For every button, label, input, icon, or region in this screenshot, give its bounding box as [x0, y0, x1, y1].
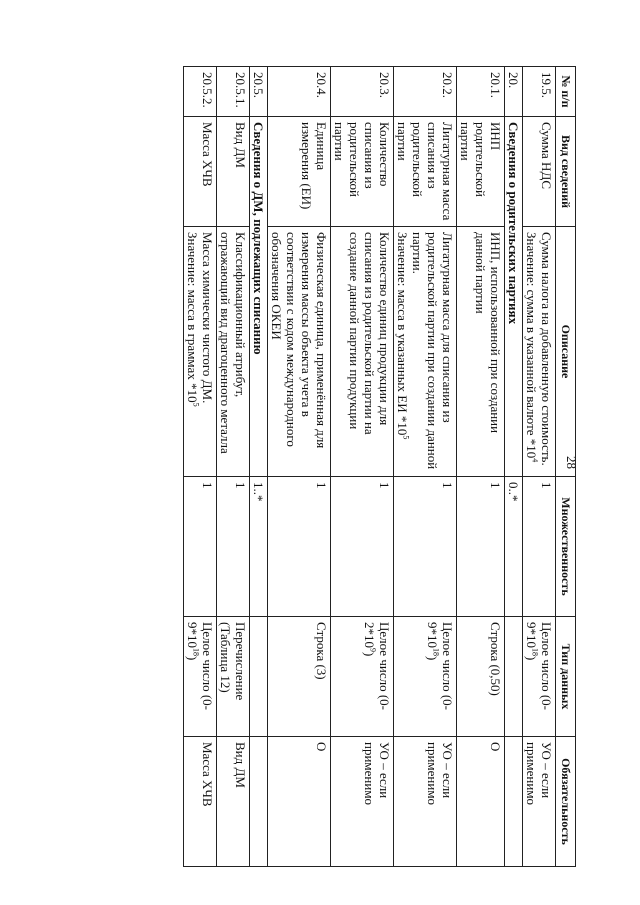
- cell-kind: Лигатурная масса списания из родительской партии: [394, 117, 457, 227]
- type-text-end: ): [185, 656, 200, 661]
- cell-num: 20.3.: [331, 67, 394, 117]
- desc-line: Значение: масса в граммах *10: [185, 232, 200, 403]
- type-text: Целое число (0-9*10: [185, 622, 215, 710]
- cell-num: 20.4.: [268, 67, 331, 117]
- header-obligatory: Обязательность: [556, 737, 576, 867]
- cell-obligatory: [505, 737, 523, 867]
- cell-num: 20.1.: [457, 67, 505, 117]
- table-row: [217, 67, 250, 867]
- table-header-row: [556, 67, 576, 867]
- section-row: [505, 67, 523, 867]
- table-row: [457, 67, 505, 867]
- cell-obligatory: О: [457, 737, 505, 867]
- cell-multiplicity: 1: [523, 477, 556, 617]
- header-num: № п/п: [556, 67, 576, 117]
- desc-line: Значение: сумма в указанной валюте *10: [524, 232, 539, 459]
- cell-num: 20.5.: [250, 67, 268, 117]
- cell-description: [394, 227, 457, 477]
- cell-num: 20.2.: [394, 67, 457, 117]
- desc-line: Масса химически чистого ДМ.: [200, 232, 215, 404]
- cell-multiplicity: 1..*: [250, 477, 268, 617]
- cell-description: Классификационный атрибут, отражающий вид драгоценного металла: [217, 227, 250, 477]
- cell-num: 20.5.1.: [217, 67, 250, 117]
- data-table: [183, 66, 576, 867]
- type-text-end: ): [425, 656, 440, 661]
- cell-description: [184, 227, 217, 477]
- table-row: [268, 67, 331, 867]
- cell-data-type: [394, 617, 457, 737]
- type-text-end: ): [524, 656, 539, 661]
- cell-num: 20.: [505, 67, 523, 117]
- header-multiplicity: Множественность: [556, 477, 576, 617]
- cell-obligatory: УО – если применимо: [331, 737, 394, 867]
- superscript: 4: [530, 458, 540, 463]
- superscript: 18: [530, 648, 540, 656]
- superscript: 5: [191, 402, 201, 407]
- table-row: [394, 67, 457, 867]
- cell-kind: Количество списания из родительской партии: [331, 117, 394, 227]
- cell-kind: Масса ХЧВ: [184, 117, 217, 227]
- cell-data-type: Строка (0,50): [457, 617, 505, 737]
- type-text: Целое число (0-9*10: [524, 622, 554, 710]
- cell-data-type: Строка (3): [268, 617, 331, 737]
- desc-line: Лигатурная масса для списания из родительской партии при создании данной партии.: [410, 232, 455, 470]
- cell-obligatory: [250, 737, 268, 867]
- cell-kind: Единица измерения (ЕИ): [268, 117, 331, 227]
- type-text-end: ): [362, 652, 377, 657]
- page-number: 28: [564, 456, 579, 469]
- table-row: [523, 67, 556, 867]
- cell-multiplicity: 1: [394, 477, 457, 617]
- cell-description: Количество единиц продукции для списания из родительской партии на создание данной партии продукции: [331, 227, 394, 477]
- cell-multiplicity: 1: [331, 477, 394, 617]
- cell-obligatory: Масса ХЧВ: [184, 737, 217, 867]
- superscript: 5: [401, 435, 411, 440]
- header-kind: Вид сведений: [556, 117, 576, 227]
- section-title: Сведения о родительских партиях: [505, 117, 523, 477]
- table-row: [331, 67, 394, 867]
- cell-obligatory: УО – если применимо: [523, 737, 556, 867]
- cell-num: 19.5.: [523, 67, 556, 117]
- header-description: Описание: [556, 227, 576, 477]
- cell-data-type: Перечисление (Таблица 12): [217, 617, 250, 737]
- cell-multiplicity: 0..*: [505, 477, 523, 617]
- cell-multiplicity: 1: [457, 477, 505, 617]
- cell-kind: Вид ДМ: [217, 117, 250, 227]
- desc-line: Значение: масса в указанных ЕИ *10: [395, 232, 410, 436]
- cell-data-type: [250, 617, 268, 737]
- cell-kind: ИНП родительской партии: [457, 117, 505, 227]
- cell-obligatory: Вид ДМ: [217, 737, 250, 867]
- type-text: Целое число (0-9*10: [425, 622, 455, 710]
- desc-line: Сумма налога на добавленную стоимость.: [539, 232, 554, 466]
- header-data-type: Тип данных: [556, 617, 576, 737]
- cell-obligatory: О: [268, 737, 331, 867]
- section-title: Сведения о ДМ, подлежащих списанию: [250, 117, 268, 477]
- type-text: Целое число (0-2*10: [362, 622, 392, 710]
- cell-multiplicity: 1: [217, 477, 250, 617]
- cell-multiplicity: 1: [268, 477, 331, 617]
- cell-num: 20.5.2.: [184, 67, 217, 117]
- cell-data-type: [184, 617, 217, 737]
- cell-multiplicity: 1: [184, 477, 217, 617]
- cell-description: [523, 227, 556, 477]
- cell-kind: Сумма НДС: [523, 117, 556, 227]
- cell-data-type: [523, 617, 556, 737]
- superscript: 9: [368, 648, 378, 652]
- superscript: 18: [191, 648, 201, 656]
- cell-obligatory: УО – если применимо: [394, 737, 457, 867]
- cell-data-type: [331, 617, 394, 737]
- superscript: 18: [431, 648, 441, 656]
- cell-description: ИНП, использованной при создании данной партии: [457, 227, 505, 477]
- table-row: [184, 67, 217, 867]
- cell-data-type: [505, 617, 523, 737]
- section-row: [250, 67, 268, 867]
- rotated-table-wrapper: [72, 66, 576, 866]
- cell-description: Физическая единица, применённая для измерения массы объекта учета в соответствии с кодом международного обозначения ОКЕИ: [268, 227, 331, 477]
